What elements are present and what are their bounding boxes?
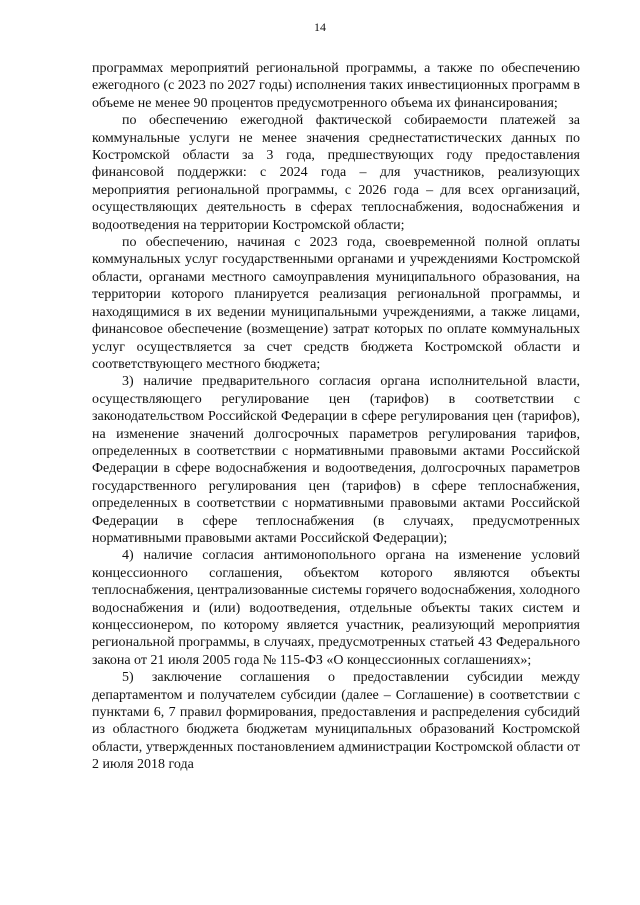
page-number: 14 (314, 20, 326, 34)
paragraph-item-4: 4) наличие согласия антимонопольного органа на изменение условий концессионного соглашения, объектом которого являются объекты теплоснабжения, централизованные системы горячего водоснабжения, холодного водоснабжения и (или) водоотведения, отдельные объекты таких систем и концессионером, по которому является участник, реализующий мероприятия региональной программы, в случаях, предусмотренных статьей 43 Федерального закона от 21 июля 2005 года № 115-ФЗ «О концессионных соглашениях»; (92, 548, 580, 668)
document-body (92, 60, 580, 774)
paragraph-timely-payment: по обеспечению, начиная с 2023 года, своевременной полной оплаты коммунальных услуг государственными органами и учреждениями Костромской области, органами местного самоуправления муниципального образования, на территории которого планируется реализация региональной программы, и находящимися в их ведении муниципальными учреждениями, а также лицами, финансовое обеспечение (возмещение) затрат которых по оплате коммунальных услуг осуществляется за счет средств бюджета Костромской области и соответствующего местного бюджета; (92, 235, 580, 372)
paragraph-item-5: 5) заключение соглашения о предоставлении субсидии между департаментом и получателем субсидии (далее – Соглашение) в соответствии с пунктами 6, 7 правил формирования, предоставления и распределения субсидий из областного бюджета бюджетам муниципальных образований Костромской области, утвержденных постановлением администрации Костромской области от 2 июля 2018 года (92, 670, 580, 773)
paragraph-item-3: 3) наличие предварительного согласия органа исполнительной власти, осуществляющего регулирование цен (тарифов) в соответствии с законодательством Российской Федерации в сфере регулирования цен (тарифов), на изменение значений долгосрочных параметров регулирования тарифов, определенных в соответствии с нормативными правовыми актами Российской Федерации в сфере водоснабжения и водоотведения, долгосрочных параметров государственного регулирования цен (тарифов) в сфере теплоснабжения, определенных в соответствии с нормативными правовыми актами Российской Федерации в сфере теплоснабжения (в случаях, предусмотренных нормативными правовыми актами Российской Федерации); (92, 374, 580, 546)
paragraph-payment-collection: по обеспечению ежегодной фактической собираемости платежей за коммунальные услуги не менее значения среднестатистических данных по Костромской области за 3 года, предшествующих году предоставления финансовой поддержки: с 2024 года – для участников, реализующих мероприятия региональной программы, с 2026 года – для всех организаций, осуществляющих деятельность в сферах теплоснабжения, водоснабжения и водоотведения на территории Костромской области; (92, 113, 580, 233)
paragraph-continuation: программах мероприятий региональной программы, а также по обеспечению ежегодного (с 2023 по 2027 годы) исполнения таких инвестиционных программ в объеме не менее 90 процентов предусмотренного объема их финансирования; (92, 61, 580, 111)
